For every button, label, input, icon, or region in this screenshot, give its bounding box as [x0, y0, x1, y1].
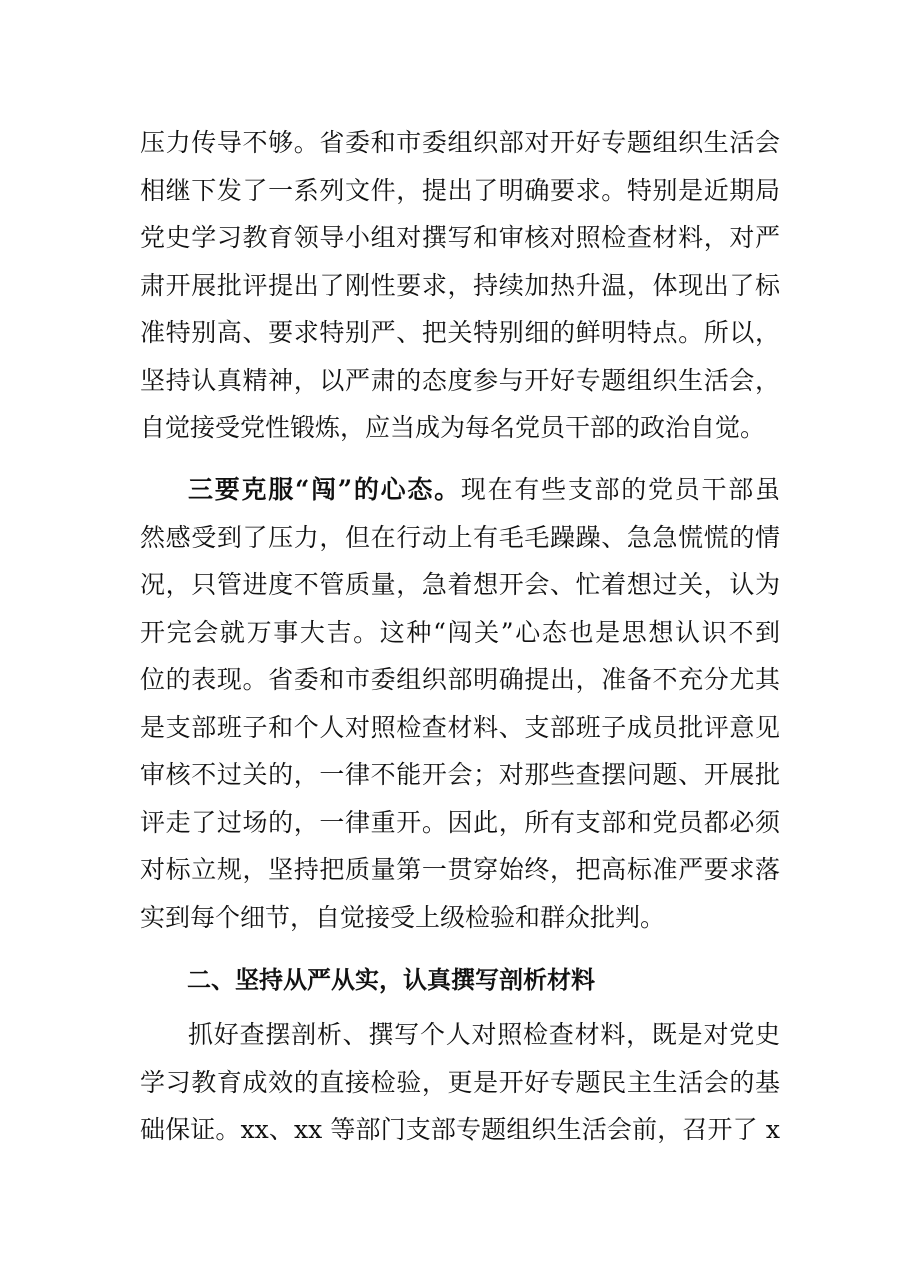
paragraph-3 — [140, 1011, 780, 1154]
paragraph-line: 础保证。xx、xx 等部门支部专题组织生活会前，召开了 x — [140, 1115, 780, 1144]
paragraph-2 — [140, 466, 780, 941]
first-line-rest: 现在有些支部的党员干部虽 — [460, 475, 780, 504]
paragraph-line: 相继下发了一系列文件，提出了明确要求。特别是近期局 — [140, 175, 780, 205]
paragraph-line: 实到每个细节，自觉接受上级检验和群众批判。 — [140, 902, 666, 932]
paragraph-line: 然感受到了压力，但在行动上有毛毛躁躁、急急慌慌的情 — [140, 522, 780, 552]
paragraph-line: 准特别高、要求特别严、把关特别细的鲜明特点。所以， — [140, 318, 780, 347]
section-heading: 二、坚持从严从实，认真撰写剖析材料 — [187, 966, 595, 994]
paragraph-line: 开完会就万事大吉。这种“闯关”心态也是思想认识不到 — [140, 617, 780, 647]
paragraph-first-line: 抓好查摆剖析、撰写个人对照检查材料，既是对党史 — [188, 1020, 780, 1049]
paragraph-line: 况，只管进度不管质量，急着想开会、忙着想过关，认为 — [140, 570, 780, 599]
paragraph-line: 是支部班子和个人对照检查材料、支部班子成员批评意见 — [140, 712, 780, 742]
paragraph-line: 压力传导不够。省委和市委组织部对开好专题组织生活会 — [140, 128, 780, 157]
paragraph-line: 对标立规，坚持把质量第一贯穿始终，把高标准严要求落 — [140, 855, 780, 884]
paragraph-1 — [140, 119, 780, 452]
paragraph-line: 学习教育成效的直接检验，更是开好专题民主生活会的基 — [140, 1067, 780, 1097]
bold-lead: 三要克服“闯”的心态。 — [188, 475, 461, 504]
paragraph-line: 自觉接受党性锻炼，应当成为每名党员干部的政治自觉。 — [140, 413, 766, 442]
paragraph-line: 位的表现。省委和市委组织部明确提出，准备不充分尤其 — [140, 665, 780, 694]
paragraph-line: 评走了过场的，一律重开。因此，所有支部和党员都必须 — [140, 807, 780, 837]
paragraph-line: 肃开展批评提出了刚性要求，持续加热升温，体现出了标 — [140, 270, 780, 300]
paragraph-line: 坚持认真精神，以严肃的态度参与开好专题组织生活会， — [140, 365, 780, 395]
paragraph-line: 党史学习教育领导小组对撰写和审核对照检查材料，对严 — [140, 223, 780, 252]
paragraph-first-line — [140, 466, 780, 514]
paragraph-line: 审核不过关的，一律不能开会；对那些查摆问题、开展批 — [140, 760, 780, 789]
